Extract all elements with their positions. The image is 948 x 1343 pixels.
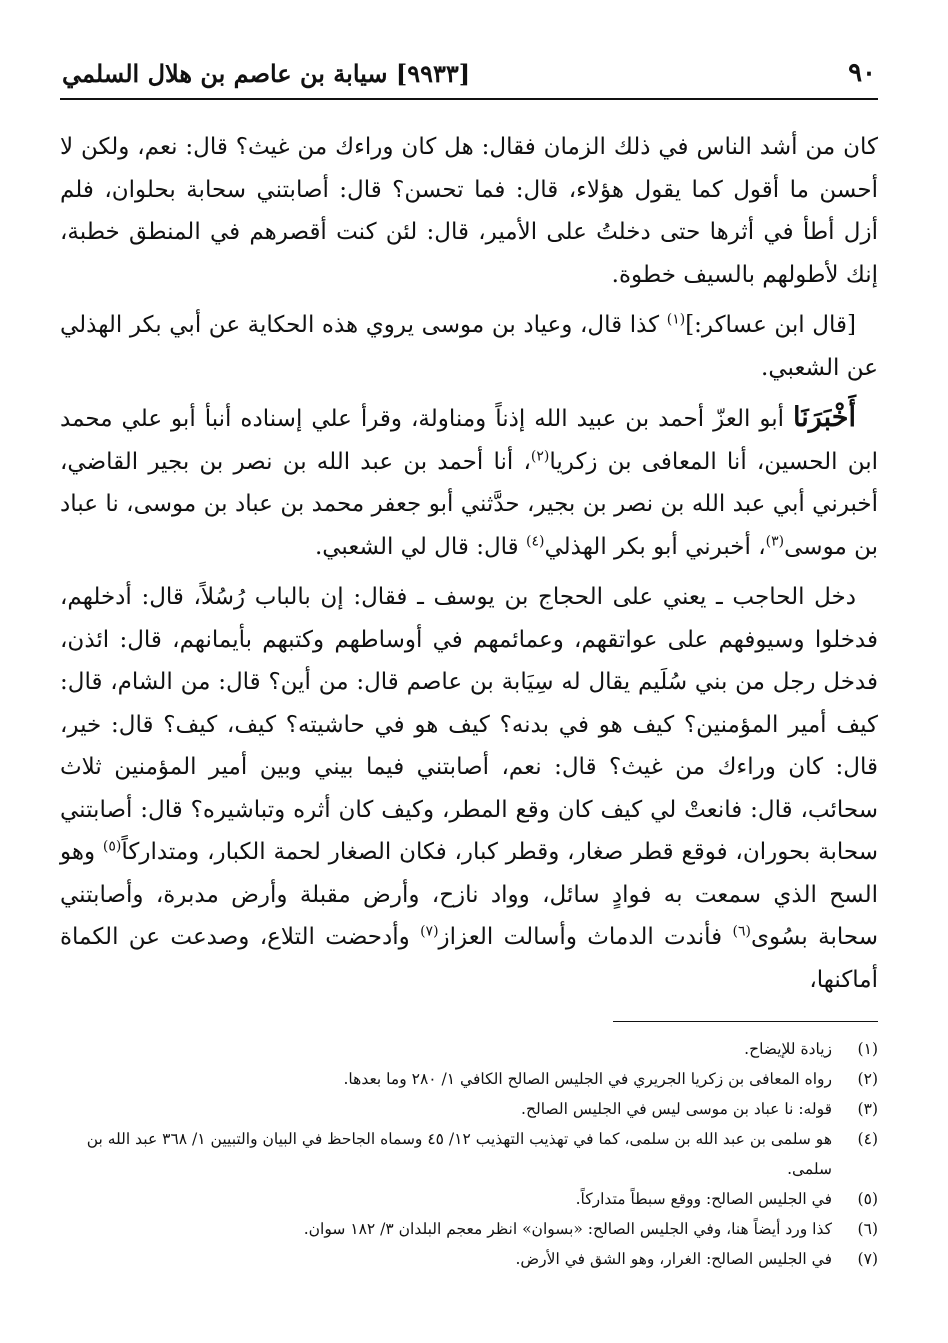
footnote-number: (٢) xyxy=(857,1070,878,1088)
footnote-ref-2[interactable]: (٢) xyxy=(530,447,550,464)
footnote-text: قوله: نا عباد بن موسى ليس في الجليس الصالح. xyxy=(521,1100,832,1118)
page-header xyxy=(60,50,878,100)
text-run: وهو السح الذي سمعت به فوادٍ سائل، وواد نازح، وأرض مقبلة وأرض مدبرة، وأصابتني سحابة بسُوى xyxy=(60,839,878,950)
text-run: كان من أشد الناس في ذلك الزمان فقال: هل كان وراءك من غيث؟ قال: نعم، ولكن لا أحسن ما أقول كما يقول هؤلاء، قال: فما تحسن؟ قال: أصابتني سحابة بحلوان، فلم أزل أطأ في أثرها حتى دخلتُ على الأمير، قال: لئن كنت أقصرهم في المنطق خطبة، إنك لأطولهم بالسيف خطوة. xyxy=(60,134,878,288)
footnote-number: (٦) xyxy=(857,1220,878,1238)
footnote-2 xyxy=(60,1064,878,1094)
footnote-4 xyxy=(60,1124,878,1184)
text-run: وأدحضت التلاع، وصدعت عن الكماة أماكنها، xyxy=(60,924,878,993)
footnote-ref-7[interactable]: (٧) xyxy=(420,923,439,940)
footnote-ref-6[interactable]: (٦) xyxy=(732,923,751,940)
footnote-ref-5[interactable]: (٥) xyxy=(102,838,122,855)
footnote-text: زيادة للإيضاح. xyxy=(744,1040,832,1058)
footnote-ref-3[interactable]: (٣) xyxy=(765,532,785,549)
footnote-7 xyxy=(60,1244,878,1274)
main-text xyxy=(60,126,878,1001)
footnote-number: (٣) xyxy=(857,1100,878,1118)
running-title: [٩٩٣٣] سيابة بن عاصم بن هلال السلمي xyxy=(62,59,471,88)
text-run: ، أخبرني أبو بكر الهذلي xyxy=(544,533,766,560)
footnote-6 xyxy=(60,1214,878,1244)
footnote-text: هو سلمى بن عبد الله بن سلمى، كما في تهذيب التهذيب ١٢/ ٤٥ وسماه الجاحظ في البيان والتبيين ١/ ٣٦٨ عبد الله بن سلمى. xyxy=(86,1130,832,1178)
footnote-number: (٥) xyxy=(857,1190,878,1208)
text-run: كذا قال، وعياد بن موسى يروي هذه الحكاية عن أبي بكر الهذلي عن الشعبي. xyxy=(60,312,878,381)
footnote-3 xyxy=(60,1094,878,1124)
footnote-1 xyxy=(60,1034,878,1064)
text-run: [قال ابن عساكر:] xyxy=(685,312,856,338)
text-run: ، أنا أحمد بن عبد الله بن نصر بن بجير القاضي، أخبرني أبي عبد الله بن نصر بن بجير، حدَّثني أبو جعفر محمد بن عباد بن موسى، نا عباد بن موسى xyxy=(60,448,878,560)
page-number: ٩٠ xyxy=(848,58,876,88)
footnote-ref-1[interactable]: (١) xyxy=(666,311,686,328)
book-page xyxy=(60,50,878,1303)
footnotes-section xyxy=(60,1034,878,1274)
isnad-lead-word: أَخْبَرَنَا xyxy=(793,402,856,433)
text-run: أبو العزّ أحمد بن عبيد الله إذناً ومناولة، وقرأ علي إسناده أنبأ أبو علي محمد ابن الحسين، أنا المعافى بن زكريا xyxy=(60,406,878,475)
footnote-text: في الجليس الصالح: ووقع سبطاً متداركاً. xyxy=(575,1190,832,1208)
footnote-ref-4[interactable]: (٤) xyxy=(525,532,545,549)
footnote-text: كذا ورد أيضاً هنا، وفي الجليس الصالح: «بسوان» انظر معجم البلدان ٣/ ١٨٢ سوان. xyxy=(303,1220,832,1238)
paragraph-3 xyxy=(60,397,878,568)
footnote-5 xyxy=(60,1184,878,1214)
footnote-number: (١) xyxy=(857,1040,878,1058)
paragraph-1 xyxy=(60,126,878,296)
text-run: دخل الحاجب ـ يعني على الحجاج بن يوسف ـ فقال: إن بالباب رُسُلاً، قال: أدخلهم، فدخلوا وسيوفهم على عواتقهم، وعمائمهم في أوساطهم وكتبهم بأيمانهم، قال: ائذن، فدخل رجل من بني سُلَيم يقال له سِيَابة بن عاصم قال: من أين؟ قال: من الشام، قال: كيف أمير المؤمنين؟ كيف هو في بدنه؟ كيف هو في حاشيته؟ كيف، كيف؟ قال: خير، قال: كان وراءك من غيث؟ قال: نعم، أصابتني فيما بيني وبين أمير المؤمنين ثلاث سحائب، قال: فانعتْ لي كيف كان وقع المطر، وكيف كان أثره وتباشيره؟ قال: أصابتني سحابة بحوران، فوقع قطر صغار، وقطر كبار، فكان الصغار لحمة الكبار، ومتداركاً xyxy=(60,584,878,865)
footnote-number: (٧) xyxy=(857,1250,878,1268)
footnote-text: رواه المعافى بن زكريا الجريري في الجليس الصالح الكافي ١/ ٢٨٠ وما بعدها. xyxy=(343,1070,832,1088)
text-run: فأندت الدماث وأسالت العزاز xyxy=(438,924,733,950)
text-run: قال: قال لي الشعبي. xyxy=(314,533,526,560)
paragraph-4 xyxy=(60,576,878,1001)
paragraph-2 xyxy=(60,304,878,389)
footnote-divider xyxy=(613,1021,878,1022)
footnote-text: في الجليس الصالح: الغرار، وهو الشق في الأرض. xyxy=(515,1250,832,1268)
footnote-number: (٤) xyxy=(857,1130,878,1148)
